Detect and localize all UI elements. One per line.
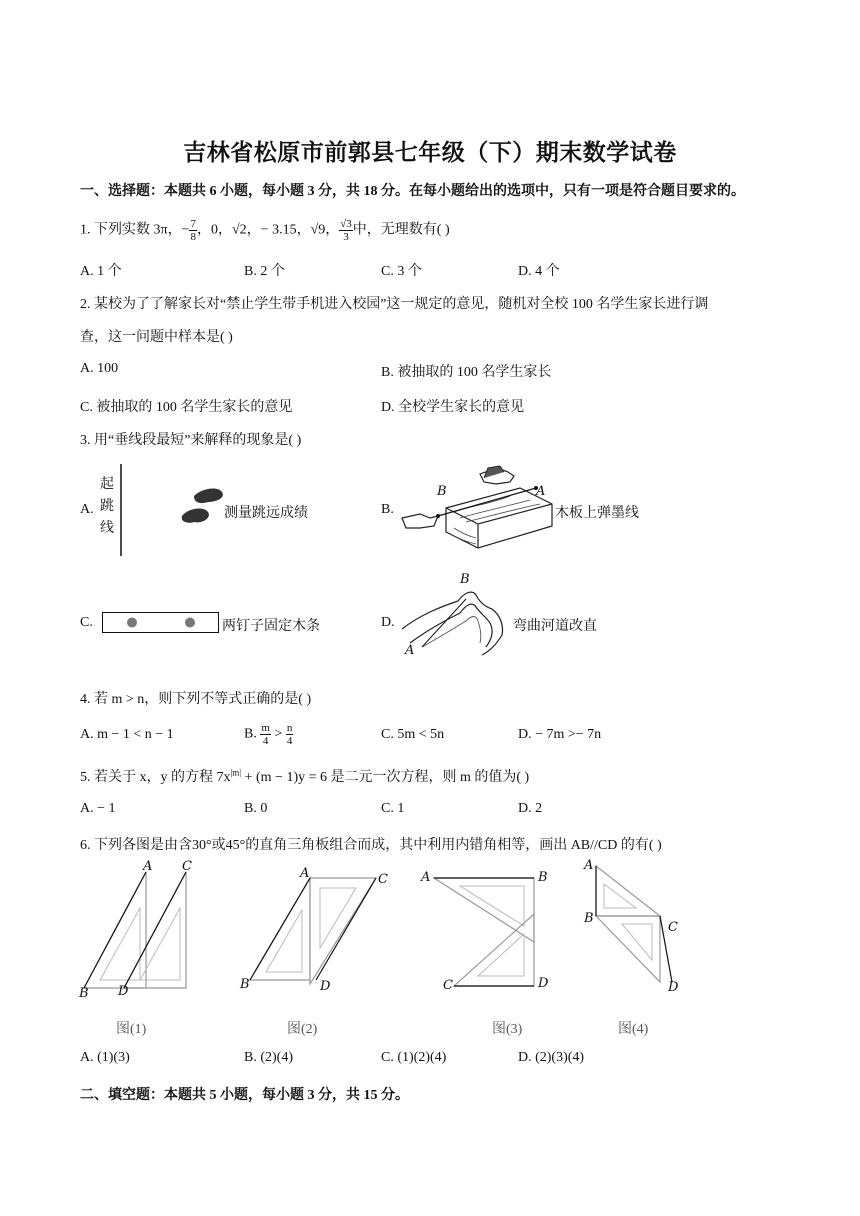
q1-prefix: 1. 下列实数 3π， [80,222,182,238]
q5-option-b[interactable]: B. 0 [244,801,268,816]
section-1-heading: 一、选择题：本题共 6 小题，每小题 3 分，共 18 分。在每小题给出的选项中，只有一项是符合题目要求的。 [80,184,745,199]
fig1-caption: 图(1) [116,1022,147,1037]
question-2-line-1: 2. 某校为了了解家长对“禁止学生带手机进入校园”这一规定的意见，随机对全校 100 名学生家长进行调 [80,297,709,312]
fig3-point-d: D [538,976,549,991]
q1-mid: ，0，√2，− 3.15，√9， [196,222,340,238]
fig4-point-b: B [584,911,594,926]
q3-b-point-b: B [437,484,447,499]
q1-option-d[interactable]: D. 4 个 [518,264,560,279]
q4-b-den2: 4 [286,735,293,747]
fig1-point-c: C [182,859,192,874]
q2-option-a[interactable]: A. 100 [80,361,119,376]
q4-option-a[interactable]: A. m − 1 < n − 1 [80,727,174,742]
q5-option-d[interactable]: D. 2 [518,801,543,816]
q6-figure-3 [430,870,540,990]
q1-suffix: 中，无理数有( ) [352,222,450,238]
q3-option-b-label[interactable]: B. [381,502,394,517]
q6-option-a[interactable]: A. (1)(3) [80,1050,130,1065]
fig1-point-a: A [143,859,153,874]
q3-b-caption: 木板上弹墨线 [555,506,639,521]
q5-option-a[interactable]: A. − 1 [80,801,116,816]
q3-d-point-b: B [460,572,470,587]
fig2-point-b: B [240,977,250,992]
q4-b-num1: m [261,722,270,734]
q6-option-d[interactable]: D. (2)(3)(4) [518,1050,585,1065]
q5-stem-post: + (m − 1)y = 6 是二元一次方程，则 m 的值为( ) [241,770,530,785]
fig3-point-b: B [538,870,548,885]
q3-a-char-2: 跳 [100,499,114,514]
q3-d-caption: 弯曲河道改直 [513,619,597,634]
fig2-point-a: A [300,866,310,881]
q5-exponent: |m| [230,767,242,778]
section-2-heading: 二、填空题：本题共 5 小题，每小题 3 分，共 15 分。 [80,1088,409,1103]
q4-b-prefix: B. [244,726,261,742]
q3-b-point-a: A [536,484,546,499]
fig2-caption: 图(2) [287,1022,318,1037]
q1-f1-den: 8 [190,231,196,243]
fig2-point-d: D [320,979,331,994]
fig2-point-c: C [378,872,388,887]
q6-option-b[interactable]: B. (2)(4) [244,1050,293,1065]
question-4: 4. 若 m > n，则下列不等式正确的是( ) [80,692,312,707]
q4-b-fraction-n-4 [286,722,294,747]
fig4-point-d: D [668,980,679,995]
question-3: 3. 用“垂线段最短”来解释的现象是( ) [80,433,302,448]
fig3-point-c: C [443,978,453,993]
question-5 [80,766,529,786]
q1-fraction-root3-3 [339,218,353,243]
q3-a-long-jump-figure [118,464,218,564]
q6-figure-1 [78,860,208,1000]
q5-stem-pre: 5. 若关于 x，y 的方程 7x [80,770,231,785]
q3-a-caption: 测量跳远成绩 [224,506,308,521]
q3-d-point-a: A [405,643,415,658]
fig4-caption: 图(4) [618,1022,649,1037]
q1-option-b[interactable]: B. 2 个 [244,264,285,279]
fig4-point-c: C [668,920,678,935]
q4-option-d[interactable]: D. − 7m >− 7n [518,727,602,742]
q1-f1-num: 7 [190,218,196,230]
q3-c-wood-strip-figure [102,610,220,636]
q3-c-caption: 两钉子固定木条 [222,619,320,634]
q1-option-c[interactable]: C. 3 个 [381,264,422,279]
q4-b-num2: n [286,722,293,734]
q3-d-river-figure [400,585,510,665]
q1-f2-den: 3 [343,231,349,243]
q4-option-b[interactable] [244,722,293,747]
q3-a-char-3: 线 [100,521,114,536]
q3-a-takeoff-line-text [100,474,120,540]
fig4-point-a: A [584,858,594,873]
q2-option-d[interactable]: D. 全校学生家长的意见 [381,400,525,415]
fig1-point-b: B [79,986,89,1001]
q1-fraction-7-8 [189,218,197,243]
q3-a-char-1: 起 [100,477,114,492]
q6-option-c[interactable]: C. (1)(2)(4) [381,1050,447,1065]
q1-f2-num: √3 [340,218,352,230]
q4-option-c[interactable]: C. 5m < 5n [381,727,445,742]
fig1-point-d: D [118,984,129,999]
page-title: 吉林省松原市前郭县七年级（下）期末数学试卷 [183,140,677,165]
q3-b-wood-board-figure [400,464,555,554]
q3-option-c-label[interactable]: C. [80,615,93,630]
q2-option-b[interactable]: B. 被抽取的 100 名学生家长 [381,365,552,380]
q6-figure-2 [240,860,380,990]
fig3-point-a: A [421,870,431,885]
question-6: 6. 下列各图是由含30°或45°的直角三角板组合而成，其中利用内错角相等，画出 AB//CD 的有( ) [80,838,662,853]
q1-option-a[interactable]: A. 1 个 [80,264,122,279]
q4-b-fraction-m-4 [260,722,271,747]
q4-b-den1: 4 [262,735,269,747]
q4-b-gt: > [270,726,286,742]
fig3-caption: 图(3) [492,1022,523,1037]
question-2-line-2: 查，这一问题中样本是( ) [80,330,233,345]
question-1 [80,218,450,243]
q6-figure-4 [592,862,672,992]
q3-option-a-label[interactable]: A. [80,502,94,517]
q3-option-d-label[interactable]: D. [381,615,395,630]
q2-option-c[interactable]: C. 被抽取的 100 名学生家长的意见 [80,400,293,415]
q5-option-c[interactable]: C. 1 [381,801,405,816]
q1-neg: − [181,222,190,238]
